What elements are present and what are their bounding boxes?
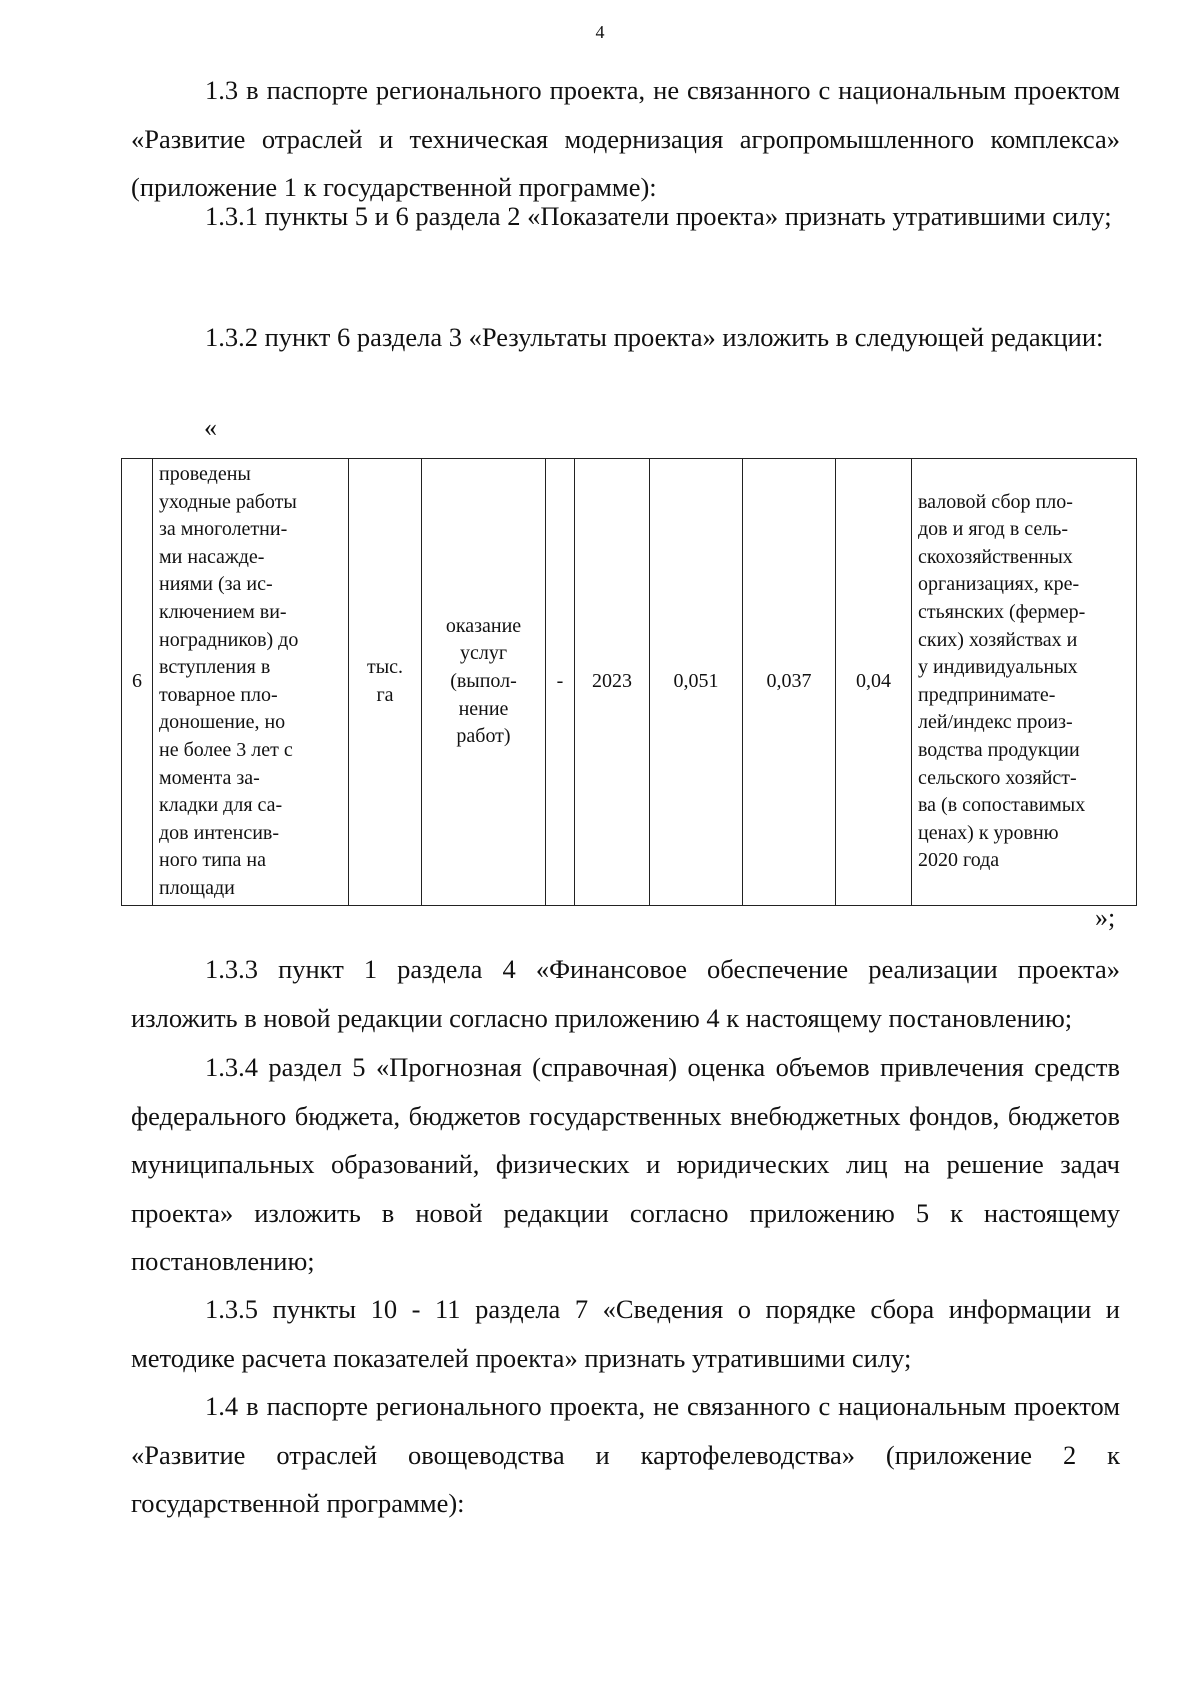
unit-cell bbox=[349, 459, 422, 906]
project-results-table bbox=[121, 458, 1137, 906]
row-number: 6 bbox=[132, 669, 142, 692]
paragraph-1-3-2: 1.3.2 пункт 6 раздела 3 «Результаты проекта» изложить в следующей редакции: bbox=[205, 322, 1104, 352]
value-cell-3 bbox=[836, 459, 912, 906]
paragraph-1-3-5: 1.3.5 пункты 10 - 11 раздела 7 «Сведения о порядке сбора информации и методике расчета показателей проекта» признать утратившими силу; bbox=[131, 1294, 1120, 1373]
paragraph-1-3-4: 1.3.4 раздел 5 «Прогнозная (справочная) оценка объемов привлечения средств федерального бюджета, бюджетов государственных внебюджетных фондов, бюджетов муниципальных образований, физических и юридических лиц на решение задач проекта» изложить в новой редакции согласно приложению 5 к настоящему постановлению; bbox=[131, 1052, 1120, 1276]
result-type-cell bbox=[422, 459, 546, 906]
base-value: - bbox=[556, 669, 564, 692]
result-type: оказание услуг (выпол- нение работ) bbox=[445, 614, 522, 748]
paragraph-1-4: 1.4 в паспорте регионального проекта, не связанного с национальным проектом «Развитие отраслей овощеводства и картофелеводства» (приложение 2 к государственной программе): bbox=[131, 1391, 1120, 1518]
indicator-link-cell bbox=[912, 459, 1137, 906]
value-cell-1 bbox=[650, 459, 743, 906]
row-number-cell bbox=[122, 459, 153, 906]
base-year: 2023 bbox=[592, 669, 632, 692]
paragraph-1-3-3: 1.3.3 пункт 1 раздела 4 «Финансовое обеспечение реализации проекта» изложить в новой редакции согласно приложению 4 к настоящему постановлению; bbox=[131, 954, 1120, 1033]
closing-quote: »; bbox=[1095, 903, 1116, 932]
base-value-cell bbox=[546, 459, 575, 906]
value-cell-2 bbox=[743, 459, 836, 906]
result-name: проведены уходные работы за многолетни- ми насажде- ниями (за ис- ключением ви- ноградников) до вступления в товарное пло- доношение, но не более 3 лет с момента за- кладки для са- дов интенсив- ного типа на площади bbox=[159, 463, 299, 899]
unit-of-measure: тыс. га bbox=[366, 656, 404, 706]
table-row bbox=[122, 459, 1137, 906]
year-cell bbox=[575, 459, 650, 906]
result-name-cell bbox=[153, 459, 349, 906]
opening-quote: « bbox=[204, 413, 217, 442]
page-number: 4 bbox=[595, 22, 605, 42]
value-2: 0,037 bbox=[766, 669, 812, 692]
paragraph-1-3: 1.3 в паспорте регионального проекта, не связанного с национальным проектом «Развитие отраслей и техническая модернизация агропромышленного комплекса» (приложение 1 к государственной программе): bbox=[131, 75, 1120, 202]
value-3: 0,04 bbox=[856, 669, 891, 692]
paragraph-1-3-1: 1.3.1 пункты 5 и 6 раздела 2 «Показатели проекта» признать утратившими силу; bbox=[205, 201, 1112, 231]
value-1: 0,051 bbox=[673, 669, 719, 692]
indicator-link: валовой сбор пло- дов и ягод в сель- скохозяйственных организациях, кре- стьянских (фермер- ских) хозяйствах и у индивидуальных предпринимате- лей/индекс произ- водства продукции сельского хозяйст- ва (в сопоставимых ценах) к уровню 2020 года bbox=[918, 490, 1086, 872]
